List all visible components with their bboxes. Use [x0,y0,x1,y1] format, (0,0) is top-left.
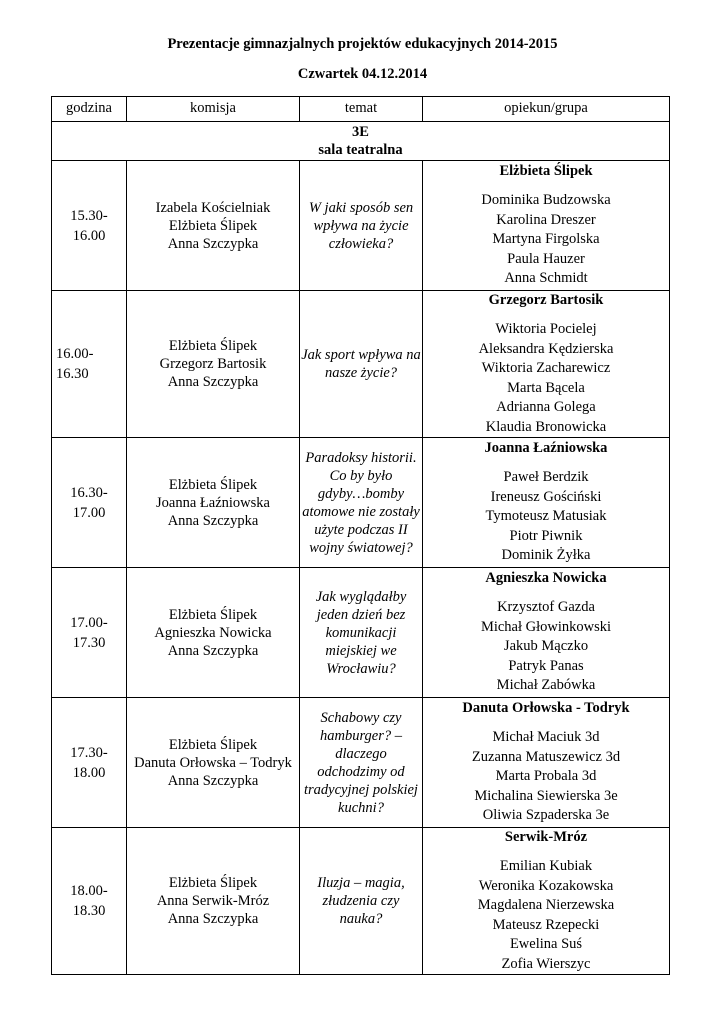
topic-cell [300,698,423,828]
supervisor-name: Serwik-Mróz [504,829,588,845]
topic-line: dlaczego [335,745,387,762]
topic-line: kuchni? [338,799,384,816]
topic-line: W jaki sposób sen [308,199,414,216]
topic-line: Wrocławiu? [326,660,396,677]
header-cell: komisja [127,97,300,122]
student-name: Dominika Budzowska [481,192,611,209]
student-name: Ireneusz Gościński [490,488,602,505]
student-name: Dominik Żyłka [501,547,591,564]
topic-line: Iluzja – magia, [317,875,405,891]
committee-member: Elżbieta Ślipek [168,875,258,891]
time-line: 18.30 [72,903,106,919]
committee-member: Anna Serwik-Mróz [156,893,270,909]
committee-member: Agnieszka Nowicka [154,624,272,641]
time-line: 17.30- [70,744,108,761]
committee-cell [127,291,300,438]
student-name: Adrianna Golega [496,399,596,415]
supervisor-name: Danuta Orłowska - Todryk [462,700,630,717]
section-row [52,122,670,161]
section-cell [52,122,670,161]
student-name: Emilian Kubiak [499,858,593,874]
time-line: 17.30 [72,634,106,651]
student-name: Mateusz Rzepecki [492,916,600,933]
table-row [52,828,670,975]
committee-member: Anna Szczypka [167,512,259,529]
class-label: 3E [352,124,369,140]
group-cell [423,291,670,438]
topic-line: Jak sport wpływa na [301,347,421,363]
room-label: sala teatralna [318,142,403,158]
topic-line: złudzenia czy nauka? [322,893,400,927]
supervisor-name: Grzegorz Bartosik [488,292,604,308]
student-name: Karolina Dreszer [496,211,596,228]
student-name: Jakub Mączko [503,638,589,655]
time-cell [52,698,127,828]
time-cell [52,568,127,698]
time-line: 17.00- [70,614,108,631]
time-line: 18.00- [70,883,108,899]
committee-cell [127,438,300,568]
topic-line: człowieka? [328,235,394,252]
time-line: 16.30 [56,366,89,382]
time-line: 16.30- [70,484,108,501]
topic-line: gdyby…bomby [317,485,405,502]
student-name: Patryk Panas [508,657,584,674]
table-row [52,568,670,698]
student-name: Michał Głowinkowski [480,618,612,635]
student-name: Piotr Piwnik [509,527,583,544]
time-line: 16.00- [56,346,94,362]
topic-line: użyte podczas II [314,521,408,538]
topic-line: Jak wyglądałby [315,588,407,605]
topic-line: wojny światowej? [309,539,413,556]
time-line: 15.30- [70,207,108,224]
topic-cell [300,828,423,975]
committee-member: Elżbieta Ślipek [168,606,258,623]
topic-cell [300,291,423,438]
committee-member: Elżbieta Ślipek [168,338,258,354]
table-row [52,438,670,568]
topic-line: Paradoksy historii. [305,449,417,466]
student-name: Tymoteusz Matusiak [485,508,607,525]
supervisor-name: Joanna Łaźniowska [484,440,608,457]
student-name: Paweł Berdzik [503,469,589,486]
student-name: Klaudia Bronowicka [485,418,607,435]
student-name: Zofia Wierszyc [501,955,591,972]
student-name: Wiktoria Zacharewicz [481,360,611,376]
time-cell [52,828,127,975]
table-row [52,161,670,291]
topic-line: hamburger? – [319,727,403,744]
time-line: 18.00 [72,764,106,781]
committee-member: Elżbieta Ślipek [168,476,258,493]
table-row [52,698,670,828]
topic-line: Schabowy czy [320,709,402,726]
time-cell [52,291,127,438]
committee-member: Anna Szczypka [167,642,259,659]
student-name: Michalina Siewierska 3e [474,787,618,804]
topic-line: Co by było [329,467,393,484]
committee-member: Anna Szczypka [167,772,259,789]
committee-member: Grzegorz Bartosik [159,356,267,372]
schedule-table [51,96,670,975]
topic-line: miejskiej we [325,642,397,659]
topic-cell [300,438,423,568]
student-name: Michał Zabówka [496,677,596,694]
topic-line: tradycyjnej polskiej [304,781,418,798]
student-name: Marta Bącela [507,379,585,396]
student-name: Anna Schmidt [504,270,588,287]
committee-member: Elżbieta Ślipek [168,736,258,753]
header-cell: opiekun/grupa [423,97,670,122]
group-cell [423,438,670,568]
group-cell [423,828,670,975]
committee-member: Anna Szczypka [167,374,259,390]
time-cell [52,438,127,568]
table-header-row [52,97,670,122]
student-name: Paula Hauzer [507,250,585,267]
topic-line: atomowe nie zostały [302,503,420,520]
topic-line: jeden dzień bez [316,606,406,623]
committee-cell [127,568,300,698]
time-line: 16.00 [72,227,106,244]
committee-member: Danuta Orłowska – Todryk [134,754,292,771]
group-cell [423,698,670,828]
time-line: 17.00 [72,504,106,521]
committee-cell [127,161,300,291]
group-cell [423,161,670,291]
supervisor-name: Elżbieta Ślipek [499,163,593,180]
student-name: Magdalena Nierzewska [477,897,615,913]
student-name: Ewelina Suś [509,936,583,952]
student-name: Michał Maciuk 3d [492,729,600,746]
student-name: Martyna Firgolska [492,231,600,248]
header-cell: godzina [52,97,127,122]
time-cell [52,161,127,291]
document-title: Prezentacje gimnazjalnych projektów edukacyjnych 2014-2015 [167,36,558,52]
topic-line: wpływa na życie [313,217,409,234]
committee-member: Joanna Łaźniowska [156,494,270,511]
document-date: Czwartek 04.12.2014 [297,66,428,82]
committee-member: Anna Szczypka [167,235,259,252]
committee-member: Anna Szczypka [167,911,259,927]
committee-member: Izabela Kościelniak [155,199,271,216]
student-name: Oliwia Szpaderska 3e [482,807,610,824]
group-cell [423,568,670,698]
student-name: Krzysztof Gazda [497,599,595,616]
topic-line: komunikacji [325,624,397,641]
student-name: Aleksandra Kędzierska [478,340,614,357]
header-cell: temat [300,97,423,122]
committee-member: Elżbieta Ślipek [168,217,258,234]
student-name: Zuzanna Matuszewicz 3d [471,748,621,765]
topic-cell [300,568,423,698]
topic-line: odchodzimy od [317,763,405,780]
topic-line: nasze życie? [324,365,398,381]
student-name: Wiktoria Pocielej [495,321,597,337]
committee-cell [127,828,300,975]
committee-cell [127,698,300,828]
student-name: Weronika Kozakowska [478,877,614,894]
supervisor-name: Agnieszka Nowicka [485,570,607,587]
table-row [52,291,670,438]
student-name: Marta Probala 3d [495,768,597,785]
topic-cell [300,161,423,291]
